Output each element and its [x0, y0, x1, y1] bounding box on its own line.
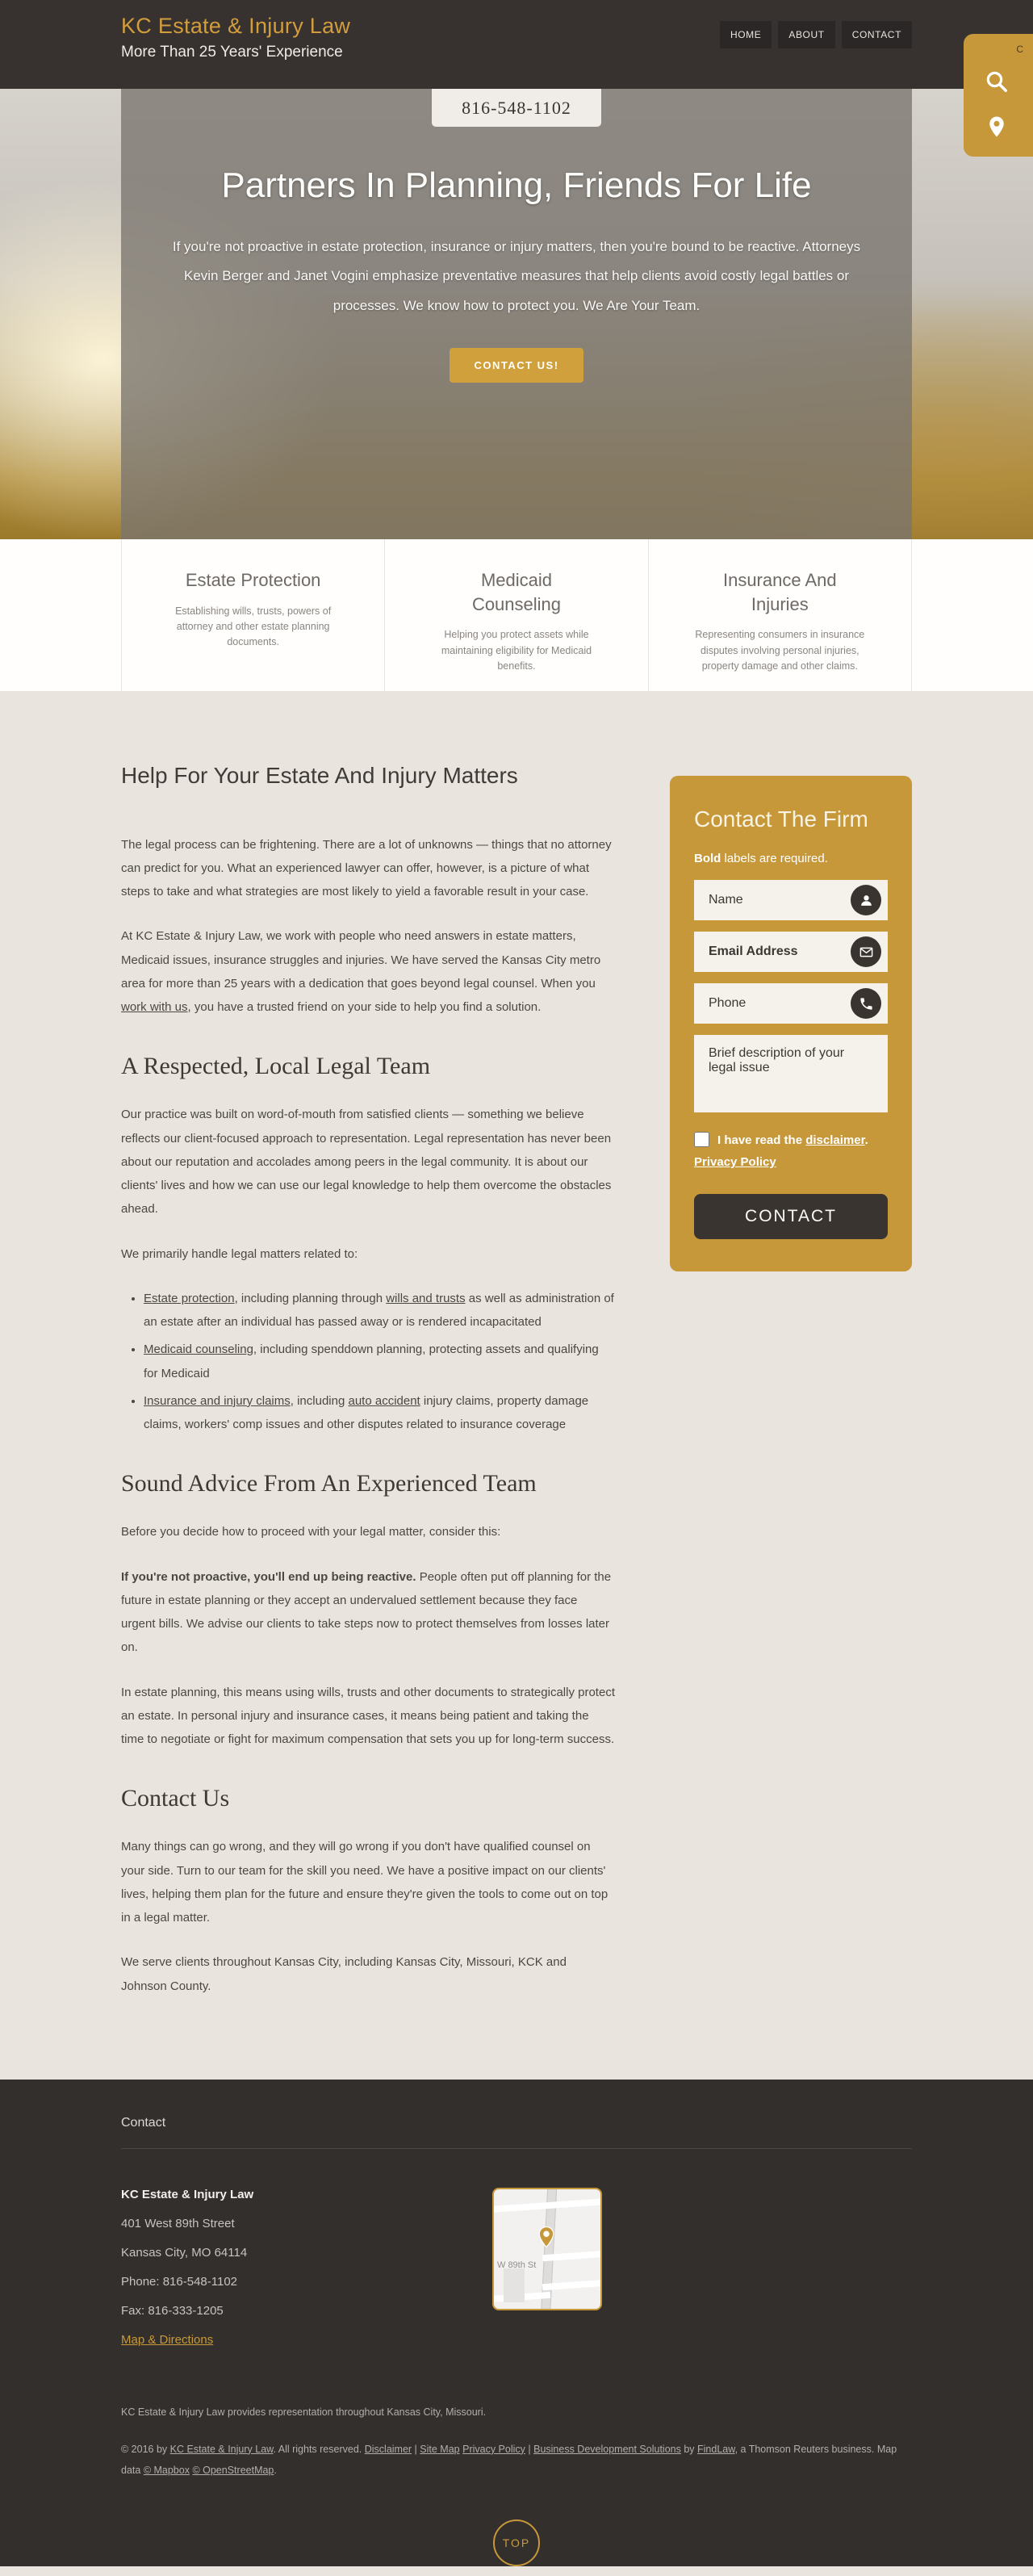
list-text: injury claims, property damage claims, workers' comp issues and other disputes related to insurance coverage — [144, 1393, 589, 1432]
paragraph: The legal process can be frightening. There are a lot of unknowns — things that no attorney can predict for you. What an experienced lawyer can offer, however, is a picture of what steps to take and what strategies are most likely to yield a favorable result in your case. — [121, 837, 612, 899]
paragraph: Before you decide how to proceed with your legal matter, consider this: — [121, 1525, 501, 1539]
service-desc: Establishing wills, trusts, powers of attorney and other estate planning documents. — [175, 605, 332, 648]
site-tagline: More Than 25 Years' Experience — [121, 44, 343, 61]
estate-protection-link[interactable]: Estate protection — [144, 1291, 235, 1305]
map-pin-icon — [534, 2225, 558, 2252]
paragraph — [121, 924, 615, 1019]
contact-form-panel — [670, 776, 912, 1271]
footer-tagline: KC Estate & Injury Law provides representation throughout Kansas City, Missouri. — [121, 2406, 487, 2418]
footer-address-line1: 401 West 89th Street — [121, 2216, 235, 2230]
findlaw-link[interactable]: FindLaw — [697, 2443, 735, 2455]
service-desc: Representing consumers in insurance disputes involving personal injuries, property damage and other claims. — [695, 629, 865, 672]
copy-text: . All rights reserved. — [273, 2443, 365, 2455]
service-title: Medicaid Counseling — [471, 570, 562, 614]
medicaid-counseling-link[interactable]: Medicaid counseling — [144, 1342, 253, 1357]
footer-address-block — [121, 2188, 444, 2362]
list-item — [144, 1338, 615, 1385]
message-textarea[interactable] — [694, 1035, 888, 1112]
wills-and-trusts-link[interactable]: wills and trusts — [386, 1291, 466, 1305]
section-heading-team: A Respected, Local Legal Team — [121, 1053, 431, 1080]
section-heading-advice: Sound Advice From An Experienced Team — [121, 1470, 537, 1497]
site-map-link[interactable]: Site Map — [420, 2443, 460, 2455]
phone-field-wrap — [694, 983, 888, 1024]
section-heading-contact: Contact Us — [121, 1785, 230, 1812]
service-title: Estate Protection — [185, 570, 321, 590]
paragraph-text: People often put off planning for the future in estate planning or they accept an undervalued settlement because they face urgent bills. We advise our clients to take steps now to protect themselves from losses later on. — [121, 1569, 612, 1655]
footer-copyright — [121, 2439, 912, 2482]
required-note — [694, 852, 888, 865]
slideout-tab-label: C — [1016, 44, 1023, 55]
name-field-wrap — [694, 880, 888, 920]
firm-link[interactable]: KC Estate & Injury Law — [169, 2443, 274, 2455]
consent-text: I have read the — [717, 1133, 806, 1148]
search-icon[interactable] — [985, 69, 1009, 94]
practice-areas-list — [144, 1287, 615, 1437]
paragraph — [121, 1565, 615, 1660]
location-pin-icon[interactable] — [985, 115, 1009, 139]
auto-accident-link[interactable]: auto accident — [348, 1393, 420, 1408]
copy-text: | — [525, 2443, 534, 2455]
insurance-injury-claims-link[interactable]: Insurance and injury claims — [144, 1393, 291, 1408]
main-nav — [720, 21, 912, 48]
copy-text: | — [412, 2443, 420, 2455]
page-title: Help For Your Estate And Injury Matters — [121, 763, 518, 788]
copy-text: , a Thomson Reuters business. Map data — [121, 2443, 897, 2477]
hero-section — [0, 89, 1033, 539]
map-thumbnail[interactable] — [492, 2188, 602, 2310]
sidebar — [670, 760, 912, 2019]
footer-address-line2: Kansas City, MO 64114 — [121, 2245, 248, 2260]
openstreetmap-link[interactable]: © OpenStreetMap — [192, 2465, 274, 2477]
required-rest: labels are required. — [721, 852, 828, 866]
email-field-wrap — [694, 932, 888, 972]
disclaimer-link[interactable]: disclaimer — [805, 1133, 865, 1148]
list-item — [144, 1287, 615, 1334]
hero-heading: Partners In Planning, Friends For Life — [221, 165, 812, 205]
map-directions-link[interactable]: Map & Directions — [121, 2332, 214, 2347]
service-insurance-injuries[interactable] — [648, 539, 912, 691]
footer-heading: Contact — [121, 2115, 166, 2130]
service-estate-protection[interactable] — [121, 539, 384, 691]
work-with-us-link[interactable]: work with us — [121, 1000, 188, 1015]
footer-phone: Phone: 816-548-1102 — [121, 2274, 238, 2289]
disclaimer-checkbox[interactable] — [694, 1132, 709, 1147]
footer-firm-name: KC Estate & Injury Law — [121, 2187, 254, 2201]
required-bold: Bold — [694, 852, 721, 866]
hero-phone-number[interactable]: 816-548-1102 — [432, 89, 601, 127]
list-text: , including spenddown planning, protecting assets and qualifying for Medicaid — [144, 1342, 599, 1380]
footer-fax: Fax: 816-333-1205 — [121, 2303, 224, 2318]
list-text: , including planning through — [234, 1291, 387, 1305]
back-to-top-button[interactable]: TOP — [493, 2519, 540, 2566]
form-submit-button[interactable]: CONTACT — [694, 1194, 888, 1239]
copy-text: by — [680, 2443, 698, 2455]
service-title: Insurance And Injuries — [722, 570, 837, 614]
message-field-wrap — [694, 1035, 888, 1116]
list-item — [144, 1389, 615, 1437]
bold-lead-text: If you're not proactive, you'll end up being reactive. — [121, 1569, 416, 1584]
paragraph: Our practice was built on word-of-mouth from satisfied clients — something we believe reflects our client-focused approach to representation. Legal representation has never been about our reputation and accolades among peers in the legal community. It is about our clients' lives and how we can use our legal knowledge to help them overcome the obstacles ahead. — [121, 1108, 612, 1217]
paragraph-text: At KC Estate & Injury Law, we work with people who need answers in estate matters, Medicaid issues, insurance struggles and injuries. We have served the Kansas City metro area for more than 25 years with a dedication that goes beyond legal counsel. When you — [121, 929, 601, 991]
list-text: , including — [290, 1393, 349, 1408]
nav-home[interactable]: HOME — [720, 21, 772, 48]
business-development-link[interactable]: Business Development Solutions — [533, 2443, 681, 2455]
disclaimer-footer-link[interactable]: Disclaimer — [364, 2443, 412, 2455]
site-header — [0, 0, 1033, 89]
hero-overlay — [121, 89, 912, 539]
paragraph: In estate planning, this means using wills, trusts and other documents to strategically protect an estate. In personal injury and insurance cases, it means being patient and taking the time to negotiate or fight for maximum compensation that sets you up for long-term success. — [121, 1685, 615, 1747]
contact-us-button[interactable]: CONTACT US! — [450, 348, 583, 383]
nav-about[interactable]: ABOUT — [778, 21, 834, 48]
paragraph-text: , you have a trusted friend on your side to help you find a solution. — [187, 1000, 542, 1015]
main-section — [0, 691, 1033, 2080]
form-heading: Contact The Firm — [694, 806, 868, 831]
copy-text: © 2016 by — [121, 2443, 170, 2455]
paragraph: We serve clients throughout Kansas City, including Kansas City, Missouri, KCK and Johnson County. — [121, 1955, 567, 1993]
hero-paragraph: If you're not proactive in estate protection, insurance or injury matters, then you're bound to be reactive. Attorneys Kevin Berger and Janet Vogini emphasize preventative measures that help clients avoid costly legal battles or processes. We know how to protect you. We Are Your Team. — [172, 238, 861, 313]
copy-text: . — [274, 2465, 277, 2477]
paragraph: We primarily handle legal matters related to: — [121, 1246, 358, 1261]
nav-contact[interactable]: CONTACT — [842, 21, 912, 48]
privacy-policy-link[interactable]: Privacy Policy — [694, 1155, 776, 1170]
footer-divider — [121, 2148, 912, 2149]
map-street-label: W 89th St — [497, 2260, 537, 2270]
map-block — [504, 2268, 525, 2302]
consent-row — [694, 1129, 888, 1173]
service-medicaid-counseling[interactable] — [384, 539, 647, 691]
list-text: as well as administration of an estate after an individual has passed away or is rendered incapacitated — [144, 1291, 614, 1330]
slideout-tab[interactable] — [964, 34, 1033, 157]
paragraph: Many things can go wrong, and they will go wrong if you don't have qualified counsel on your side. Turn to our team for the skill you need. We have a positive impact on our clients' lives, helping them plan for the future and ensure they're given the tools to come out on top in a legal matter. — [121, 1840, 609, 1925]
service-desc: Helping you protect assets while maintaining eligibility for Medicaid benefits. — [441, 629, 592, 672]
site-title: KC Estate & Injury Law — [121, 14, 351, 38]
privacy-policy-footer-link[interactable]: Privacy Policy — [462, 2443, 525, 2455]
services-band — [0, 539, 1033, 691]
article-content — [121, 760, 615, 2019]
consent-text: . — [864, 1133, 868, 1148]
mapbox-link[interactable]: © Mapbox — [143, 2465, 190, 2477]
site-footer — [0, 2080, 1033, 2567]
